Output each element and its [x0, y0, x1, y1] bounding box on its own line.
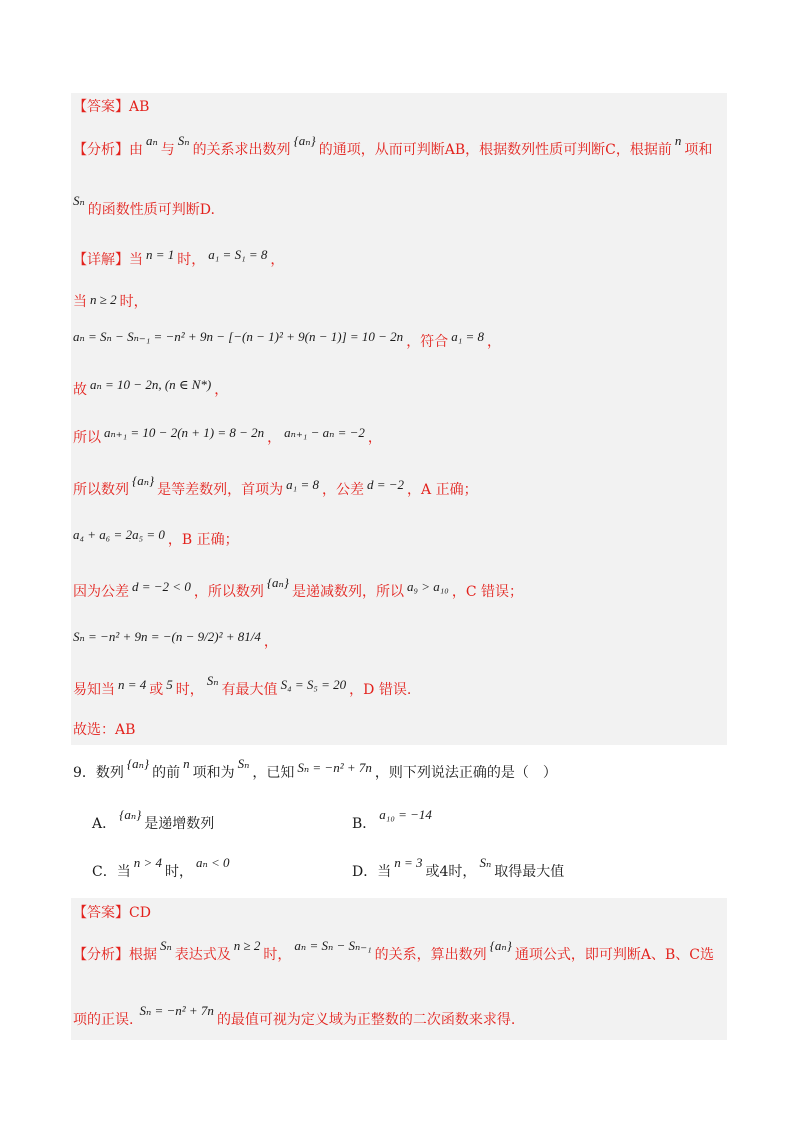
text: 或 [149, 682, 164, 698]
math: a₁ = S₁ = 8 [208, 247, 268, 262]
text: 时， [175, 682, 204, 698]
text: 时， [119, 294, 148, 310]
math: Sₙ [237, 756, 250, 771]
math: Sₙ = −n² + 7n [297, 760, 372, 775]
math: a₄ + a₆ = 2a₅ = 0 [73, 527, 165, 542]
math: n = 3 [394, 855, 423, 870]
math: Sₙ = −n² + 9n = −(n − 9/2)² + 81/4 [73, 629, 261, 644]
math: d = −2 [366, 477, 405, 492]
text: 当 [73, 294, 87, 310]
q8-detail [73, 247, 285, 270]
q9-analysis-cont [73, 1003, 516, 1030]
math: {aₙ} [293, 133, 316, 148]
q8-answer [73, 97, 149, 117]
text: 项的正误. [73, 1012, 134, 1028]
text: 故 [73, 382, 87, 398]
text: 时， [177, 252, 206, 268]
math: {aₙ} [119, 807, 142, 822]
math: n [674, 133, 682, 148]
math: {aₙ} [126, 756, 150, 771]
math: a₁ = 8 [286, 477, 319, 492]
text: 的前 [152, 765, 181, 781]
text: 的关系，算出数列 [374, 947, 487, 963]
math: n ≥ 2 [90, 292, 117, 307]
q9-option-a[interactable] [92, 807, 215, 834]
math: aₙ [146, 133, 158, 148]
math: S₄ = S₅ = 20 [280, 677, 347, 692]
text: D．当 [352, 864, 392, 880]
q8-analysis [73, 133, 713, 160]
text: 与 [160, 142, 175, 158]
text: 故选：AB [73, 722, 136, 738]
text: 的关系求出数列 [192, 142, 291, 158]
text: 根据 [129, 947, 157, 963]
math: aₙ = 10 − 2n, (n ∈ N*) [90, 377, 212, 392]
q8-step-6 [73, 473, 478, 500]
text: ， [263, 634, 278, 650]
text: 【答案】CD [73, 905, 151, 921]
math: n = 4 [118, 677, 147, 692]
text: ，B 正确； [167, 532, 239, 548]
math: aₙ = Sₙ − Sₙ₋₁ [294, 938, 372, 953]
math: aₙ = Sₙ − Sₙ₋₁ = −n² + 9n − [−(n − 1)² + 9(n − 1)] = 10 − 2n [73, 329, 404, 344]
text: 所以 [73, 430, 101, 446]
text: ，A 正确； [407, 482, 478, 498]
text: ，所以数列 [193, 584, 264, 600]
text: 项和 [684, 142, 713, 158]
q8-step-2 [73, 292, 148, 312]
text: 易知当 [73, 682, 115, 698]
text: C．当 [92, 864, 131, 880]
q8-step-7 [73, 527, 239, 550]
text: 表达式及 [174, 947, 231, 963]
math: Sₙ [73, 193, 85, 208]
q8-choice [73, 720, 135, 740]
q9-option-d[interactable] [352, 855, 565, 882]
math: Sₙ [479, 855, 492, 870]
math: Sₙ [177, 133, 190, 148]
text: ， [367, 430, 382, 446]
math: d = −2 < 0 [132, 579, 191, 594]
math: Sₙ = −n² + 7n [139, 1003, 214, 1018]
text: 或4时， [425, 864, 477, 880]
math: aₙ₊₁ = 10 − 2(n + 1) = 8 − 2n [104, 425, 265, 440]
q9-option-b[interactable] [352, 807, 435, 834]
text: 是递减数列，所以 [292, 584, 404, 600]
text: ，则下列说法正确的是（ ） [374, 765, 557, 781]
math: Sₙ [160, 938, 172, 953]
text: 的通项，从而可判断AB，根据数列性质可判断C，根据前 [318, 142, 672, 158]
text: 由 [129, 142, 143, 158]
text: ，公差 [321, 482, 364, 498]
q9-option-c[interactable] [92, 855, 233, 882]
math: aₙ₊₁ − aₙ = −2 [284, 425, 365, 440]
math: a₁₀ = −14 [379, 807, 432, 822]
q9-analysis [73, 938, 714, 965]
math: Sₙ [206, 673, 219, 688]
q8-step-4 [73, 377, 229, 400]
text: 【详解】 [73, 252, 129, 268]
text: ， [486, 334, 501, 350]
text: B． [352, 816, 377, 832]
math: 5 [166, 677, 173, 692]
text: 的最值可视为定义域为正整数的二次函数来求得. [216, 1012, 516, 1028]
text: 时， [165, 864, 193, 880]
text: 【分析】 [73, 142, 129, 158]
q8-analysis-cont [73, 193, 215, 220]
text: ， [214, 382, 229, 398]
text: 通项公式，即可判断A、B、C选 [514, 947, 714, 963]
math: a₉ > a₁₀ [407, 579, 449, 594]
math: {aₙ} [132, 473, 155, 488]
text: 是递增数列 [144, 816, 215, 832]
q8-step-9 [73, 629, 278, 652]
text: ，符合 [406, 334, 449, 350]
q8-step-10 [73, 673, 412, 700]
text: 项和为 [192, 765, 235, 781]
text: 时， [263, 947, 292, 963]
text: ， [270, 252, 285, 268]
text: ， [267, 430, 282, 446]
math: n [183, 756, 190, 771]
text: 因为公差 [73, 584, 129, 600]
text: 是等差数列，首项为 [157, 482, 284, 498]
text: ，C 错误； [451, 584, 524, 600]
math: {aₙ} [266, 575, 289, 590]
text: 当 [129, 252, 143, 268]
text: ，已知 [252, 765, 295, 781]
text: 取得最大值 [494, 864, 565, 880]
q8-step-3 [73, 329, 501, 352]
text: 的函数性质可判断D. [87, 202, 215, 218]
math: a₁ = 8 [451, 329, 484, 344]
math: n > 4 [133, 855, 162, 870]
text: 有最大值 [221, 682, 278, 698]
text: 【分析】 [73, 947, 129, 963]
q9-answer [73, 903, 151, 923]
q9-stem [73, 756, 557, 783]
math: {aₙ} [489, 938, 512, 953]
text: 【答案】AB [73, 99, 150, 115]
text: 所以数列 [73, 482, 129, 498]
text: 9．数列 [73, 765, 124, 781]
q8-step-8 [73, 575, 524, 602]
text: A． [92, 816, 117, 832]
math: aₙ < 0 [196, 855, 230, 870]
math: n ≥ 2 [233, 938, 261, 953]
q8-step-5 [73, 425, 382, 448]
text: ，D 错误. [349, 682, 412, 698]
math: n = 1 [146, 247, 175, 262]
